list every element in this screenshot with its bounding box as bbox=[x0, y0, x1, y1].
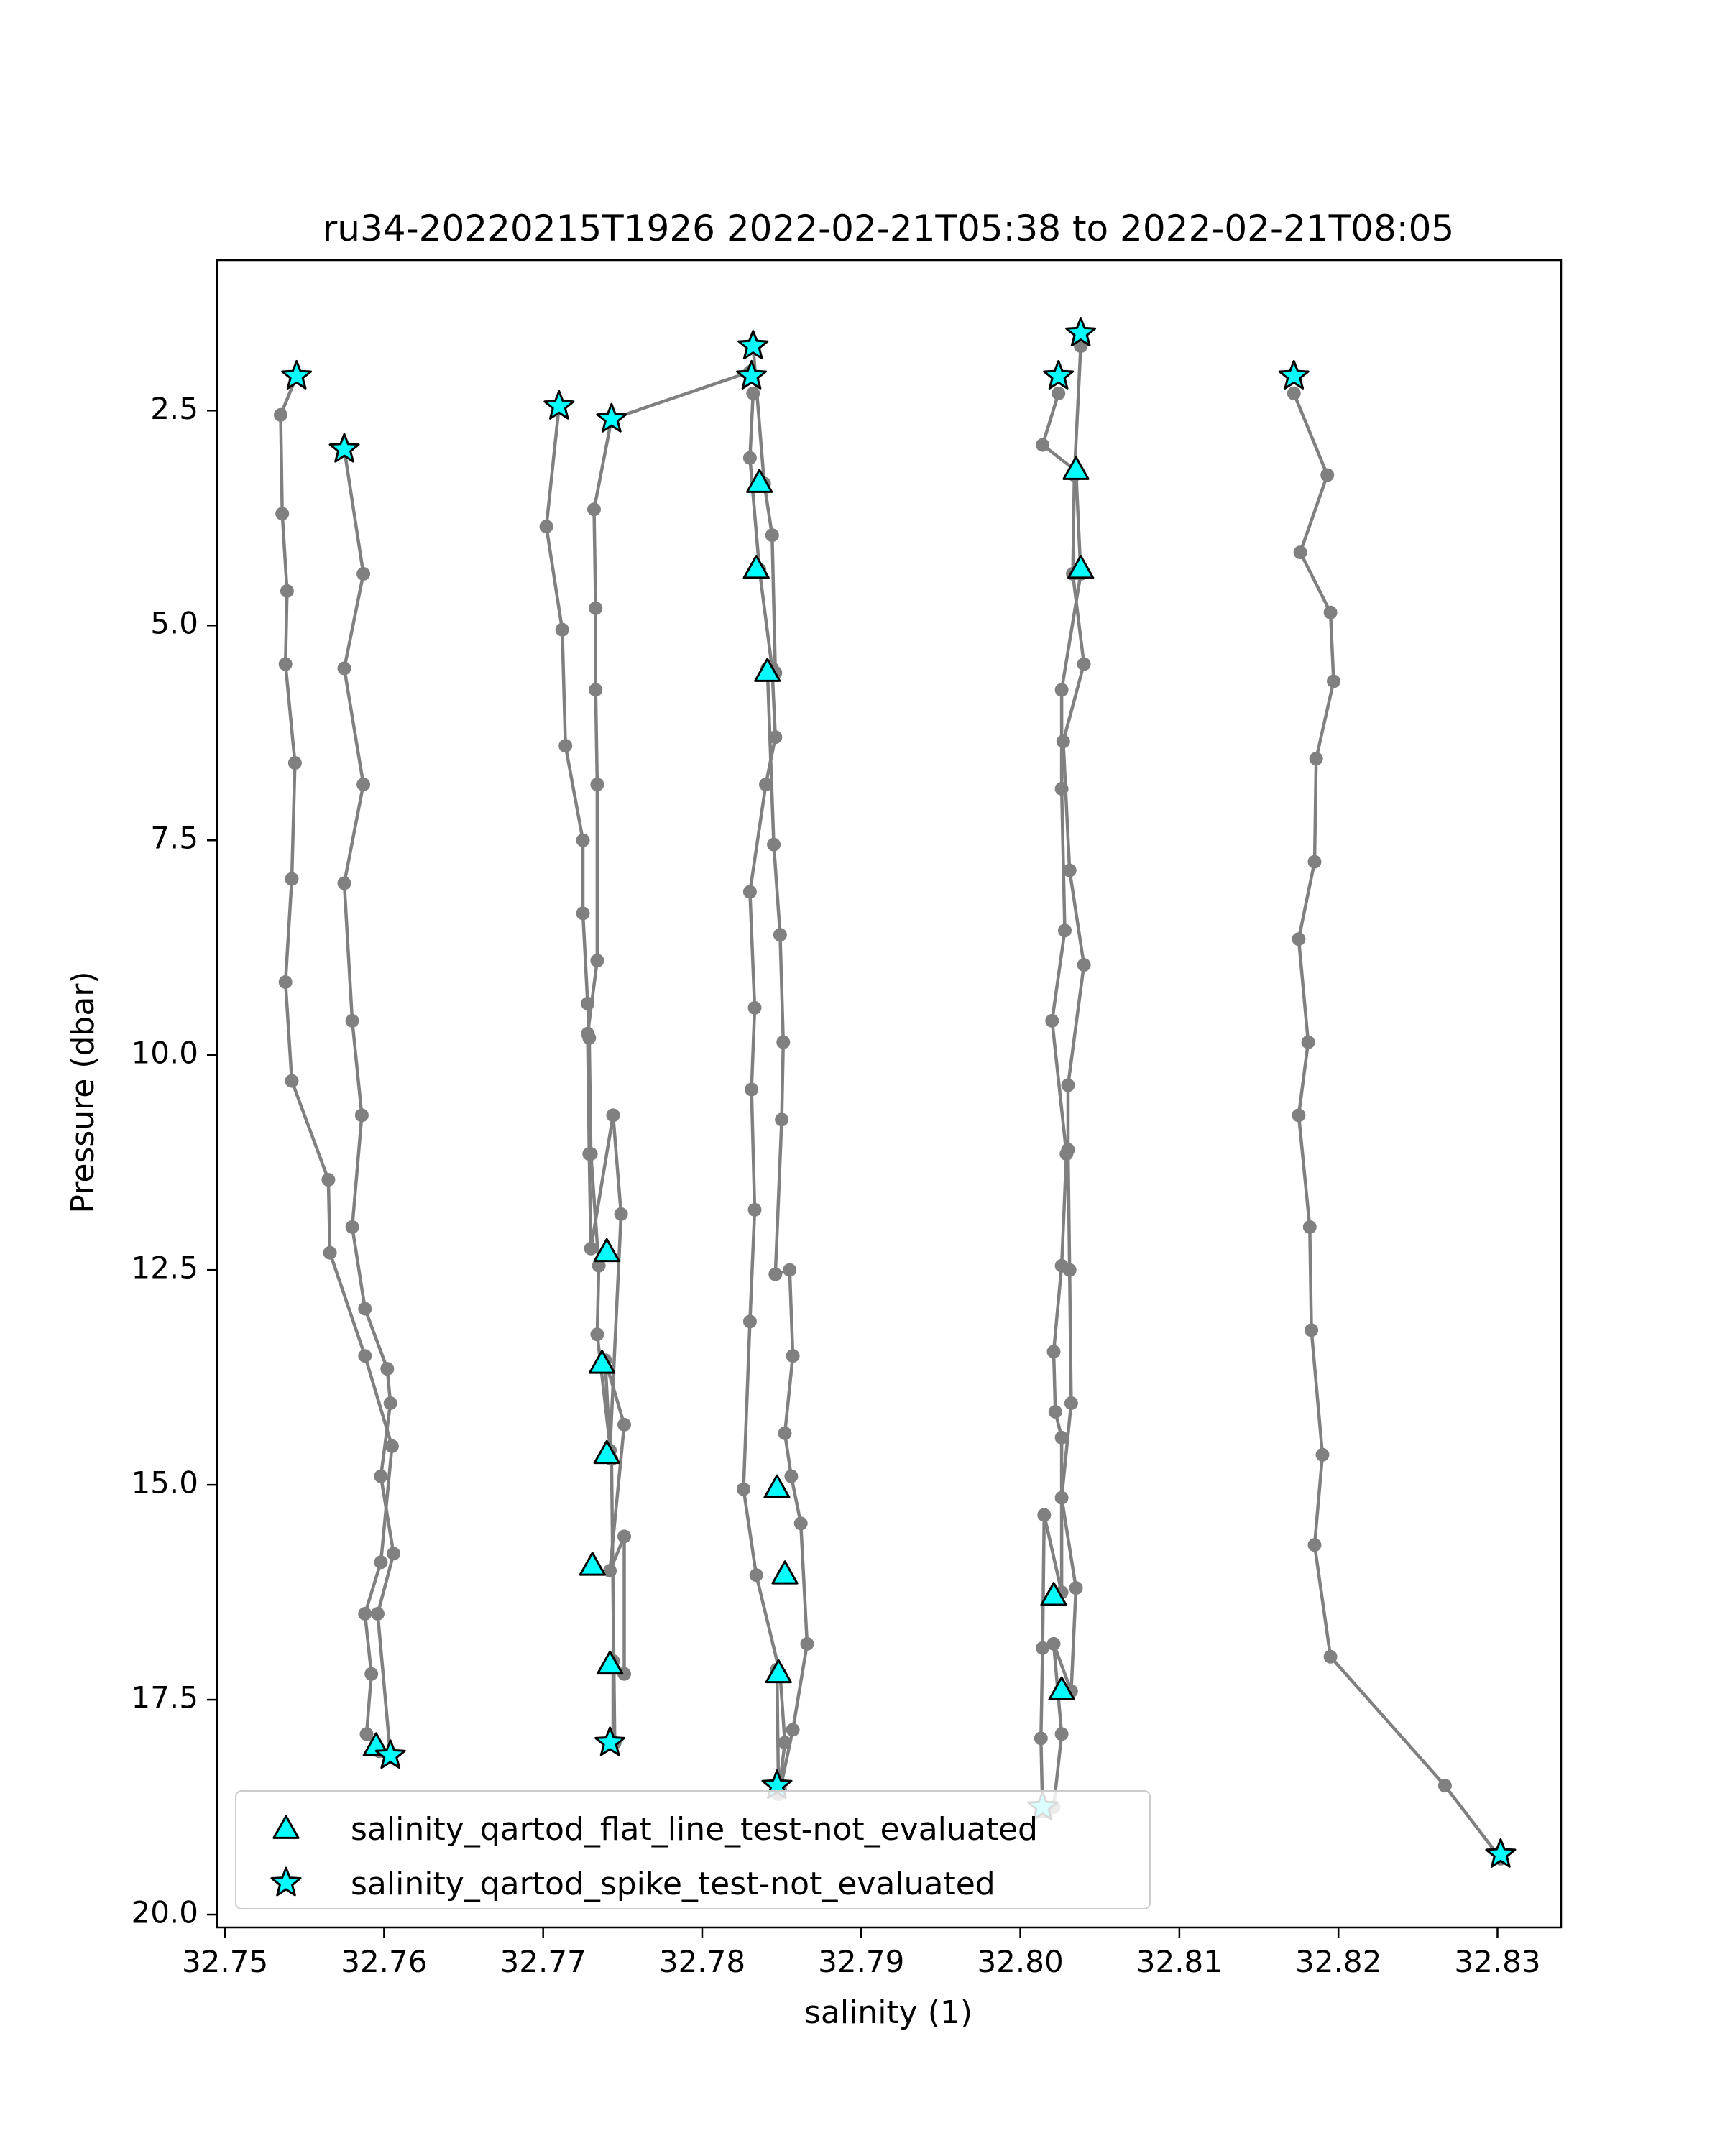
data-point bbox=[1057, 734, 1070, 748]
data-point bbox=[1055, 1491, 1069, 1505]
y-tick-label: 7.5 bbox=[150, 820, 198, 856]
data-point bbox=[743, 1314, 757, 1328]
data-point bbox=[1294, 545, 1307, 559]
data-point bbox=[1047, 1345, 1061, 1358]
x-tick-label: 32.77 bbox=[500, 1944, 586, 1979]
data-point bbox=[338, 662, 351, 676]
data-point bbox=[773, 928, 787, 941]
data-point bbox=[1324, 606, 1338, 619]
data-point bbox=[743, 885, 757, 899]
x-tick-label: 32.80 bbox=[977, 1944, 1064, 1979]
data-point bbox=[607, 1108, 620, 1122]
data-point bbox=[768, 730, 782, 744]
data-point bbox=[765, 528, 779, 542]
data-point bbox=[285, 872, 299, 886]
x-axis-ticks bbox=[182, 1927, 1541, 1979]
plot-frame bbox=[217, 260, 1561, 1927]
data-point bbox=[346, 1014, 359, 1028]
data-point bbox=[745, 1083, 758, 1097]
data-point bbox=[558, 739, 572, 752]
data-point bbox=[358, 1607, 372, 1621]
data-point bbox=[371, 1607, 385, 1621]
data-point bbox=[581, 1027, 594, 1041]
x-tick-label: 32.83 bbox=[1454, 1944, 1541, 1979]
data-point bbox=[786, 1723, 800, 1736]
data-point bbox=[581, 997, 594, 1010]
x-axis-label: salinity (1) bbox=[804, 1994, 973, 2031]
spike-flag-marker bbox=[737, 361, 766, 388]
data-point bbox=[1305, 1323, 1318, 1337]
data-point bbox=[1070, 1581, 1083, 1595]
data-point bbox=[590, 1327, 604, 1341]
data-point bbox=[279, 658, 293, 671]
data-point bbox=[288, 756, 302, 770]
data-point bbox=[737, 1483, 750, 1496]
data-point bbox=[576, 906, 590, 920]
data-point bbox=[385, 1439, 399, 1453]
data-point bbox=[589, 683, 602, 696]
legend bbox=[236, 1791, 1150, 1909]
data-point bbox=[801, 1637, 814, 1651]
series-line-3 bbox=[546, 406, 615, 1743]
data-point bbox=[1310, 752, 1323, 765]
y-axis-label: Pressure (dbar) bbox=[65, 971, 101, 1214]
legend-label-spike: salinity_qartod_spike_test-not_evaluated bbox=[351, 1866, 995, 1902]
data-point bbox=[1320, 469, 1334, 482]
data-point bbox=[1324, 1650, 1338, 1664]
data-point bbox=[1064, 1396, 1078, 1410]
data-point bbox=[767, 838, 781, 852]
y-tick-label: 15.0 bbox=[131, 1465, 198, 1501]
spike-flag-marker bbox=[1044, 361, 1073, 388]
data-point bbox=[576, 834, 590, 847]
data-point bbox=[374, 1470, 387, 1483]
data-point bbox=[540, 520, 553, 533]
data-point bbox=[1292, 932, 1305, 946]
data-point bbox=[1049, 1405, 1062, 1419]
data-point bbox=[775, 1112, 788, 1126]
x-tick-label: 32.76 bbox=[341, 1944, 428, 1979]
data-point bbox=[750, 1568, 763, 1582]
data-point bbox=[364, 1667, 378, 1681]
data-point bbox=[1055, 1727, 1069, 1741]
flat-line-flag-marker bbox=[1064, 457, 1088, 479]
series-lines bbox=[281, 346, 1501, 1859]
x-tick-label: 32.75 bbox=[181, 1944, 269, 1979]
flat-line-flag-marker bbox=[773, 1562, 797, 1583]
flat-line-flag-marker bbox=[766, 1660, 791, 1682]
spike-flag-marker bbox=[282, 361, 311, 388]
series-line-1 bbox=[281, 376, 392, 1751]
data-point bbox=[321, 1173, 335, 1187]
data-point bbox=[1055, 1431, 1069, 1445]
data-point bbox=[280, 584, 294, 598]
data-point bbox=[1062, 1079, 1075, 1092]
data-point bbox=[360, 1727, 374, 1741]
data-point bbox=[279, 975, 293, 989]
flag-markers bbox=[282, 318, 1515, 1867]
data-point bbox=[1287, 387, 1301, 400]
data-point bbox=[617, 1529, 631, 1543]
data-point bbox=[1292, 1108, 1305, 1122]
data-point bbox=[768, 1268, 782, 1281]
data-point bbox=[778, 1427, 792, 1440]
data-point bbox=[794, 1516, 808, 1530]
data-point bbox=[776, 1036, 790, 1049]
data-point bbox=[743, 451, 757, 465]
x-tick-label: 32.79 bbox=[818, 1944, 905, 1979]
y-tick-label: 10.0 bbox=[131, 1035, 198, 1071]
data-point bbox=[1303, 1220, 1317, 1234]
data-point bbox=[356, 778, 370, 791]
data-point bbox=[759, 778, 773, 791]
data-point bbox=[274, 408, 288, 422]
y-tick-label: 20.0 bbox=[131, 1894, 198, 1930]
data-point bbox=[356, 567, 370, 581]
data-point bbox=[590, 778, 604, 791]
data-point bbox=[556, 623, 569, 637]
data-point bbox=[387, 1547, 400, 1560]
data-point bbox=[1047, 1637, 1061, 1651]
x-tick-label: 32.81 bbox=[1136, 1944, 1223, 1979]
y-tick-label: 5.0 bbox=[150, 605, 198, 641]
data-point bbox=[746, 387, 760, 400]
data-point bbox=[748, 1203, 762, 1217]
data-point bbox=[1077, 958, 1091, 972]
data-point bbox=[1034, 1731, 1048, 1745]
y-axis-ticks bbox=[131, 391, 217, 1930]
y-tick-label: 2.5 bbox=[150, 390, 198, 426]
data-point bbox=[1308, 855, 1322, 869]
y-tick-label: 17.5 bbox=[131, 1680, 198, 1715]
data-point bbox=[1302, 1036, 1315, 1049]
data-point bbox=[783, 1263, 796, 1277]
flat-line-flag-marker bbox=[580, 1553, 604, 1575]
data-point bbox=[784, 1470, 798, 1483]
data-point bbox=[778, 1736, 792, 1749]
data-point bbox=[285, 1074, 299, 1088]
data-point bbox=[1045, 1014, 1059, 1028]
legend-label-flat-line: salinity_qartod_flat_line_test-not_evaluated bbox=[351, 1811, 1038, 1848]
data-point bbox=[1316, 1448, 1330, 1462]
data-point bbox=[786, 1349, 800, 1363]
data-point bbox=[617, 1418, 631, 1432]
data-point bbox=[1052, 387, 1065, 400]
chart-title: ru34-20220215T1926 2022-02-21T05:38 to 2022-02-21T08:05 bbox=[322, 208, 1455, 249]
data-point bbox=[584, 1242, 598, 1256]
x-tick-label: 32.82 bbox=[1295, 1944, 1382, 1979]
data-point bbox=[587, 502, 601, 516]
data-point bbox=[1055, 683, 1069, 696]
data-point bbox=[582, 1147, 596, 1161]
data-point bbox=[1327, 675, 1340, 688]
spike-flag-marker bbox=[1279, 361, 1308, 388]
x-tick-label: 32.78 bbox=[658, 1944, 746, 1979]
data-point bbox=[1438, 1779, 1452, 1792]
data-point bbox=[1308, 1538, 1322, 1552]
data-point bbox=[615, 1207, 628, 1221]
data-point bbox=[589, 602, 602, 615]
data-point bbox=[355, 1108, 369, 1122]
data-point bbox=[1063, 864, 1077, 877]
data-point bbox=[1058, 923, 1072, 937]
data-point bbox=[384, 1396, 397, 1410]
data-point bbox=[1037, 1508, 1051, 1522]
data-point bbox=[323, 1246, 337, 1260]
data-point bbox=[1062, 1143, 1075, 1156]
data-point bbox=[1077, 658, 1091, 671]
series-line-4 bbox=[588, 372, 750, 1743]
data-point bbox=[374, 1555, 387, 1569]
data-point bbox=[748, 1001, 762, 1015]
data-point bbox=[380, 1362, 394, 1376]
data-point bbox=[358, 1349, 372, 1363]
spike-flag-marker bbox=[596, 1728, 625, 1755]
data-point bbox=[1055, 782, 1069, 796]
data-point bbox=[358, 1302, 372, 1316]
y-tick-label: 12.5 bbox=[131, 1250, 198, 1286]
data-point bbox=[275, 507, 289, 520]
series-points bbox=[274, 339, 1507, 1866]
data-point bbox=[1063, 1263, 1077, 1277]
data-point bbox=[590, 954, 604, 967]
data-point bbox=[1036, 438, 1049, 452]
data-point bbox=[338, 877, 351, 890]
data-point bbox=[346, 1220, 359, 1234]
